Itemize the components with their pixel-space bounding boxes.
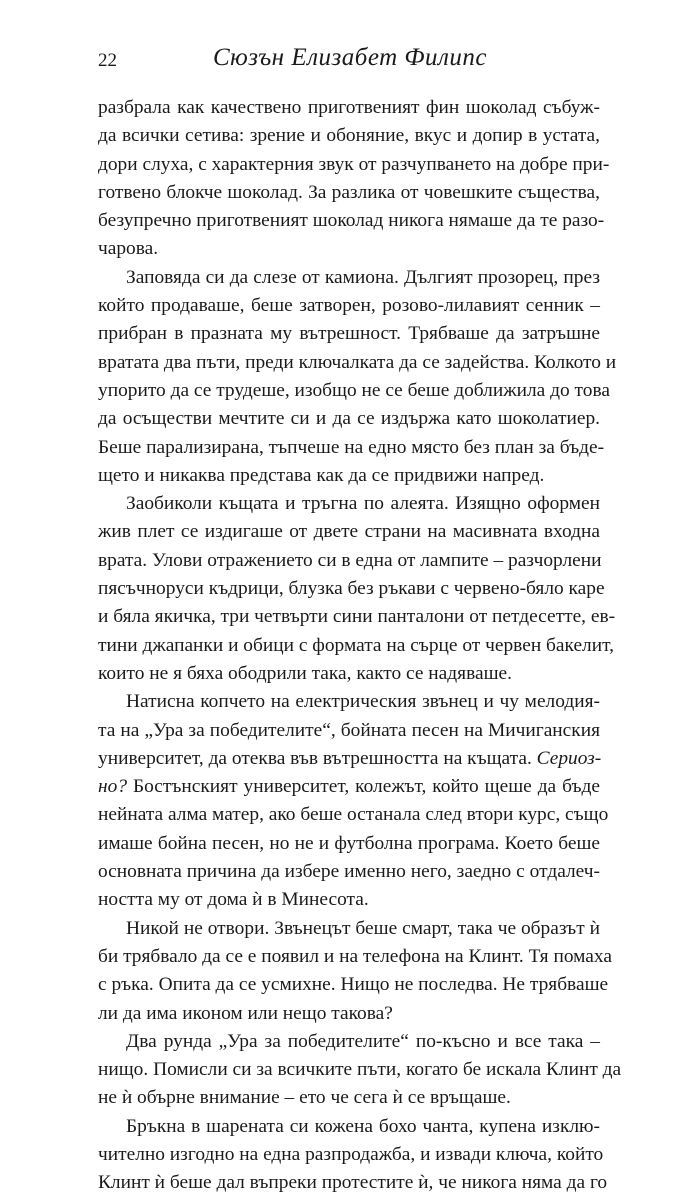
text-line [98, 1113, 600, 1141]
text-segment: чително изгодно на една разпродажба, и извади ключа, който [98, 1143, 604, 1165]
text-segment: не ѝ обърне внимание – ето че сега ѝ се връщаше. [98, 1087, 511, 1109]
text-segment: разбрала как качествено приготвеният фин шоколад събуж- [98, 97, 600, 118]
text-segment: с ръка. Опита да се усмихне. Нищо не последва. Не трябваше [98, 974, 609, 996]
text-segment: който продаваше, беше затворен, розово-лилавият сенник – [98, 295, 600, 317]
text-line [98, 151, 610, 179]
text-line [98, 745, 600, 773]
text-line [98, 575, 605, 603]
text-line [98, 349, 617, 377]
text-segment: университет, да отеква във вътрешността на къщата. [98, 747, 537, 769]
text-segment: и бяла якичка, три четвърти сини панталони от петдесетте, ев- [98, 606, 616, 628]
text-line [98, 122, 600, 150]
text-line [98, 547, 600, 575]
text-segment: ността му от дома ѝ в Минесота. [98, 889, 369, 911]
italic-text: но? [98, 776, 128, 798]
text-segment: жив плет се издигаше от двете страни на масивната входна [98, 521, 600, 543]
running-title: Сюзън Елизабет Филипс [212, 44, 488, 71]
text-segment: Беше парализирана, тъпчеше на едно място без план за бъде- [98, 436, 605, 458]
text-line [98, 434, 605, 462]
text-line [98, 292, 600, 320]
text-segment: готвено блокче шоколад. За разлика от човешките същества, [98, 181, 600, 203]
text-segment: тини джапанки и обици с формата на сърце от червен бакелит, [98, 634, 614, 656]
text-line [98, 490, 600, 518]
text-line [98, 632, 614, 660]
text-segment: Клинт ѝ беше дал въпреки протестите ѝ, че никога няма да го [98, 1172, 608, 1194]
text-segment: нейната алма матер, ако беше останала след втори курс, също [98, 804, 609, 826]
text-line [98, 688, 600, 716]
text-line [98, 264, 600, 292]
text-segment: чарова. [98, 238, 159, 260]
text-line [98, 207, 605, 235]
text-segment: би трябвало да се е появил и на телефона на Клинт. Тя помаха [98, 945, 612, 967]
text-line [98, 801, 609, 829]
text-line [98, 377, 610, 405]
text-segment: ли да има иконом или нещо такова? [98, 1002, 393, 1024]
text-line [98, 405, 600, 433]
text-line [98, 773, 600, 801]
text-line [98, 1000, 600, 1028]
text-line [98, 717, 600, 745]
body-text [98, 94, 622, 1198]
text-line [98, 94, 600, 122]
text-segment: които не я бяха ободрили така, както се надяваше. [98, 662, 512, 684]
text-segment: Бръкна в шарената си кожена бохо чанта, купена изклю- [126, 1115, 600, 1137]
text-segment: Натисна копчето на електрическия звънец и чу мелодия- [126, 691, 600, 713]
text-line [98, 518, 600, 546]
text-segment: да всички сетива: зрение и обоняние, вкус и допир в устата, [98, 125, 600, 147]
text-line [98, 179, 600, 207]
text-segment: вратата два пъти, преди ключалката да се задейства. Колкото и [98, 351, 617, 373]
text-segment: имаше бойна песен, но не и футболна програма. Което беше [98, 832, 600, 854]
text-line [98, 660, 600, 688]
text-line [98, 830, 600, 858]
text-line [98, 858, 600, 886]
text-segment: та на „Ура за победителите“, бойната песен на Мичиганския [98, 719, 600, 741]
text-segment: Бостънският университет, колежът, който щеше да бъде [127, 776, 600, 798]
text-segment: врата. Улови отражението си в една от лампите – разчорлени [98, 549, 602, 571]
text-line [98, 235, 600, 263]
text-line [98, 603, 616, 631]
text-segment: пясъчноруси къдрици, блузка без ръкави с червено-бяло каре [98, 578, 605, 600]
text-line [98, 971, 609, 999]
text-segment: основната причина да избере именно него, заедно с отдалеч- [98, 861, 600, 883]
text-line [98, 1056, 622, 1084]
text-line [98, 1084, 600, 1112]
text-line [98, 1028, 600, 1056]
text-segment: упорито да се трудеше, изобщо не се беше доближила до това [98, 379, 610, 401]
text-line [98, 320, 600, 348]
text-segment: Никой не отвори. Звънецът беше смарт, така че образът ѝ [126, 917, 600, 939]
italic-text: Сериоз- [536, 747, 602, 769]
text-segment: Два рунда „Ура за победителите“ по-късно и все така – [126, 1030, 600, 1052]
text-line [98, 915, 600, 943]
text-line [98, 1169, 608, 1197]
text-line [98, 943, 612, 971]
text-segment: Заобиколи къщата и тръгна по алеята. Изящно оформен [126, 493, 600, 515]
text-segment: прибран в празната му вътрешност. Трябваше да затръшне [98, 323, 600, 345]
text-line [98, 1141, 604, 1169]
page-header [98, 44, 602, 78]
text-segment: нищо. Помисли си за всичките пъти, когато бе искала Клинт да [98, 1059, 622, 1081]
text-segment: щето и никаква представа как да се придвижи напред. [98, 464, 545, 486]
page-number: 22 [98, 50, 117, 71]
text-segment: Заповяда си да слезе от камиона. Дългият прозорец, през [126, 266, 600, 288]
text-segment: дори слуха, с характерния звук от разчупването на добре при- [98, 153, 610, 175]
text-segment: безупречно приготвеният шоколад никога нямаше да те разо- [98, 210, 605, 232]
text-line [98, 886, 600, 914]
text-segment: да осъществи мечтите си и да се издържа като шоколатиер. [98, 408, 600, 430]
text-line [98, 462, 600, 490]
